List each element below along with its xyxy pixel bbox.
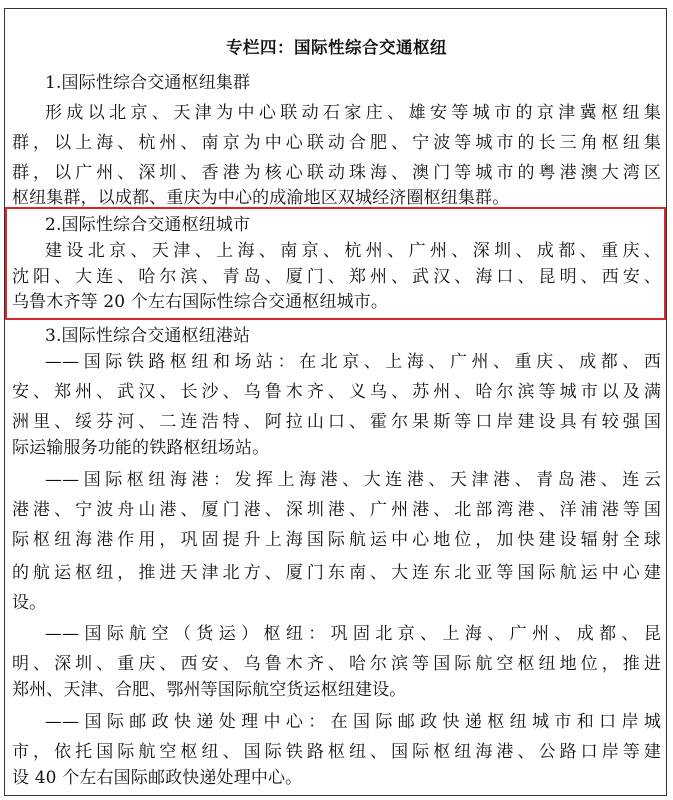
paragraph-line: 设。 xyxy=(12,593,47,613)
paragraph-line: 形成以北京、天津为中心联动石家庄、雄安等城市的京津冀枢纽集 xyxy=(45,103,661,123)
paragraph-line: 际枢纽海港作用，巩固提升上海国际航运中心地位，加快建设辐射全球 xyxy=(12,530,661,550)
paragraph-line: ——国际铁路枢纽和场站：在北京、上海、广州、重庆、成都、西 xyxy=(45,352,661,372)
paragraph-line: 沈阳、大连、哈尔滨、青岛、厦门、郑州、武汉、海口、昆明、西安、 xyxy=(12,267,661,287)
section-heading: 1.国际性综合交通枢纽集群 xyxy=(45,73,251,93)
paragraph-line: 群，以广州、深圳、香港为核心联动珠海、澳门等城市的粤港澳大湾区 xyxy=(12,163,661,183)
page-title: 专栏四：国际性综合交通枢纽 xyxy=(226,38,447,57)
paragraph-line: 安、郑州、武汉、长沙、乌鲁木齐、义乌、苏州、哈尔滨等城市以及满 xyxy=(12,382,661,402)
paragraph-line: ——国际邮政快递处理中心：在国际邮政快递枢纽城市和口岸城 xyxy=(45,712,661,732)
paragraph-line: 港港、宁波舟山港、厦门港、深圳港、广州港、北部湾港、洋浦港等国 xyxy=(12,500,661,520)
column-frame xyxy=(4,8,667,796)
paragraph-line: 枢纽集群，以成都、重庆为中心的成渝地区双城经济圈枢纽集群。 xyxy=(12,188,510,208)
paragraph-line: 设 40 个左右国际邮政快递处理中心。 xyxy=(12,768,303,788)
paragraph-line: 郑州、天津、合肥、鄂州等国际航空货运枢纽建设。 xyxy=(12,680,407,700)
section-heading: 2.国际性综合交通枢纽城市 xyxy=(45,215,251,235)
paragraph-line: 洲里、绥芬河、二连浩特、阿拉山口、霍尔果斯等口岸建设具有较强国 xyxy=(12,412,661,432)
paragraph-line: ——国际枢纽海港：发挥上海港、大连港、天津港、青岛港、连云 xyxy=(45,470,661,490)
paragraph-line: 建设北京、天津、上海、南京、杭州、广州、深圳、成都、重庆、 xyxy=(45,241,661,261)
paragraph-line: ——国际航空（货运）枢纽：巩固北京、上海、广州、成都、昆 xyxy=(45,624,661,644)
paragraph-line: 乌鲁木齐等 20 个左右国际性综合交通枢纽城市。 xyxy=(12,292,389,312)
paragraph-line: 群，以上海、杭州、南京为中心联动合肥、宁波等城市的长三角枢纽集 xyxy=(12,133,661,153)
paragraph-line: 际运输服务功能的铁路枢纽场站。 xyxy=(12,438,270,458)
paragraph-line: 明、深圳、重庆、西安、乌鲁木齐、哈尔滨等国际航空枢纽地位，推进 xyxy=(12,654,661,674)
paragraph-line: 的航运枢纽，推进天津北方、厦门东南、大连东北亚等国际航运中心建 xyxy=(12,563,661,583)
paragraph-line: 市，依托国际航空枢纽、国际铁路枢纽、国际枢纽海港、公路口岸等建 xyxy=(12,742,661,762)
section-heading: 3.国际性综合交通枢纽港站 xyxy=(45,326,251,346)
